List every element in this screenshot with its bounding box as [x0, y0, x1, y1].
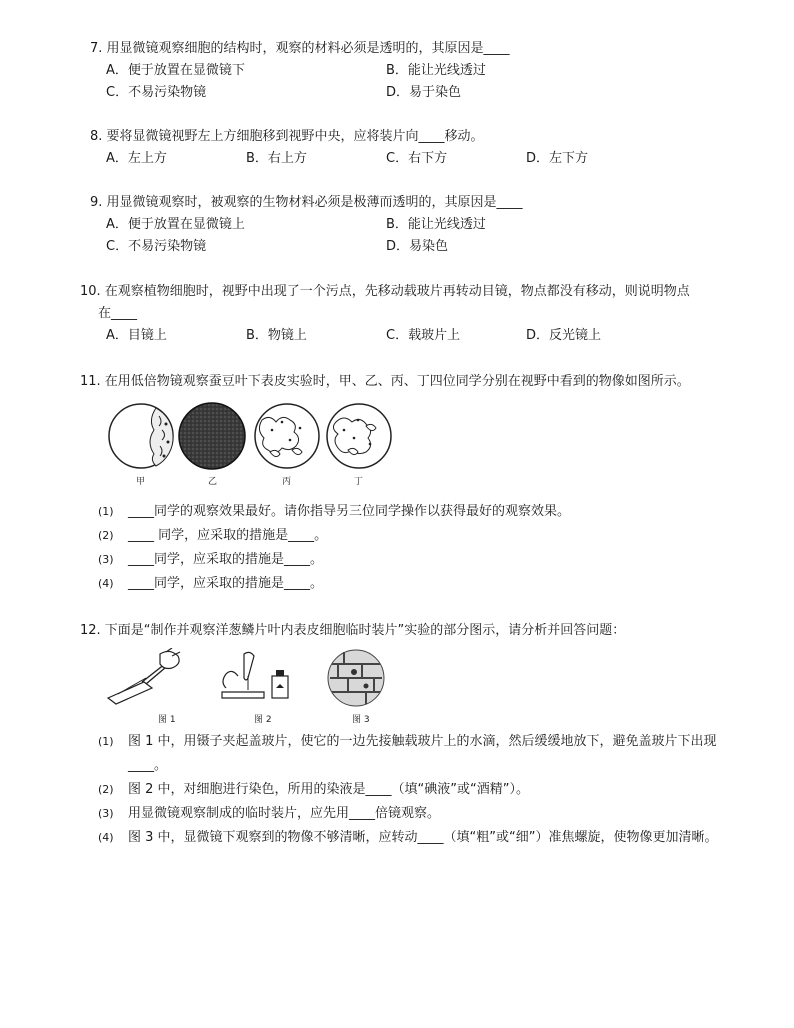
- options-row: [90, 148, 740, 170]
- view-ding-icon: [327, 404, 391, 468]
- slide-preparation-figures: [104, 648, 404, 710]
- sub-item: [90, 572, 740, 596]
- question-7: [90, 38, 740, 104]
- option-c: C．不易污染物镜: [106, 85, 207, 100]
- sub-text: ____同学，应采取的措施是____。: [128, 552, 324, 567]
- options-row: [90, 82, 740, 104]
- figure-label-bing: 丙: [282, 477, 292, 487]
- sub-text: 图 3 中，显微镜下观察到的物像不够清晰，应转动____（填“粗”或“细”）准焦螺旋，使物像更加清晰。: [128, 830, 718, 845]
- option-d: D．反光镜上: [526, 328, 602, 343]
- question-9: [90, 192, 740, 258]
- option-b: B．能让光线透过: [386, 63, 486, 78]
- question-11-subitems: [90, 500, 740, 596]
- option-a: A．便于放置在显微镜下: [106, 63, 245, 78]
- option-b: B．能让光线透过: [386, 217, 486, 232]
- figure-label-ding: 丁: [354, 477, 364, 487]
- staining-dropper-icon: [222, 652, 288, 698]
- question-12-subitems: [90, 730, 740, 850]
- option-c: C．不易污染物镜: [106, 239, 207, 254]
- sub-item: [90, 826, 740, 850]
- options-row: [90, 60, 740, 82]
- option-b: B．右上方: [246, 151, 307, 166]
- figure-caption-3: 图 3: [352, 715, 370, 725]
- sub-number: (4): [98, 577, 114, 590]
- view-yi-icon: [179, 403, 245, 469]
- option-a: A．便于放置在显微镜上: [106, 217, 245, 232]
- options-row: [90, 214, 740, 236]
- figure-label-jia: 甲: [136, 477, 146, 487]
- figure-caption-2: 图 2: [254, 715, 272, 725]
- view-jia-icon: [109, 404, 173, 468]
- option-c: C．载玻片上: [386, 328, 461, 343]
- option-a: A．目镜上: [106, 328, 167, 343]
- question-stem: 12. 下面是“制作并观察洋葱鳞片叶内表皮细胞临时装片”实验的部分图示，请分析并回答问题：: [80, 623, 626, 638]
- sub-item: [90, 548, 740, 572]
- view-bing-icon: [255, 404, 319, 468]
- option-d: D．易染色: [386, 239, 449, 254]
- sub-item: [90, 524, 740, 548]
- option-a: A．左上方: [106, 151, 167, 166]
- sub-number: (2): [98, 529, 114, 542]
- option-d: D．左下方: [526, 151, 589, 166]
- tweezers-coverslip-icon: [108, 648, 180, 704]
- question-8: [90, 126, 740, 170]
- sub-number: (4): [98, 831, 114, 844]
- cell-view-icon: [328, 650, 384, 706]
- sub-number: (1): [98, 735, 114, 748]
- sub-number: (3): [98, 553, 114, 566]
- question-stem-continued: 在____: [98, 306, 138, 321]
- question-10: [80, 281, 740, 347]
- options-row: [90, 236, 740, 258]
- question-12: [80, 620, 740, 642]
- sub-text: 用显微镜观察制成的临时装片，应先用____倍镜观察。: [128, 806, 441, 821]
- question-stem: 7. 用显微镜观察细胞的结构时，观察的材料必须是透明的，其原因是____: [90, 41, 510, 56]
- question-stem: 9. 用显微镜观察时，被观察的生物材料必须是极薄而透明的，其原因是____: [90, 195, 523, 210]
- figure-label-yi: 乙: [208, 477, 218, 487]
- option-c: C．右下方: [386, 151, 448, 166]
- question-11: [80, 371, 740, 393]
- sub-item: [90, 802, 740, 826]
- sub-number: (3): [98, 807, 114, 820]
- question-stem: 10. 在观察植物细胞时，视野中出现了一个污点，先移动载玻片再转动目镜，物点都没有移动，则说明物点: [80, 284, 690, 299]
- figure-caption-1: 图 1: [158, 715, 176, 725]
- sub-item: [90, 500, 740, 524]
- option-d: D．易于染色: [386, 85, 462, 100]
- sub-text: ____ 同学，应采取的措施是____。: [128, 528, 328, 543]
- sub-text: ____同学，应采取的措施是____。: [128, 576, 324, 591]
- sub-text: 图 1 中，用镊子夹起盖玻片，使它的一边先接触载玻片上的水滴，然后缓缓地放下，避免盖玻片下出现____。: [128, 734, 717, 773]
- option-b: B．物镜上: [246, 328, 307, 343]
- sub-number: (2): [98, 783, 114, 796]
- sub-text: 图 2 中，对细胞进行染色，所用的染液是____（填“碘液”或“酒精”）。: [128, 782, 529, 797]
- sub-number: (1): [98, 505, 114, 518]
- sub-text: ____同学的观察效果最好。请你指导另三位同学操作以获得最好的观察效果。: [128, 504, 571, 519]
- sub-item: [90, 730, 740, 778]
- microscope-views-figure: [104, 400, 394, 490]
- question-stem: 8. 要将显微镜视野左上方细胞移到视野中央，应将装片向____移动。: [90, 129, 484, 144]
- options-row: [90, 325, 740, 347]
- sub-item: [90, 778, 740, 802]
- question-stem: 11. 在用低倍物镜观察蚕豆叶下表皮实验时，甲、乙、丙、丁四位同学分别在视野中看到的物像如图所示。: [80, 374, 690, 389]
